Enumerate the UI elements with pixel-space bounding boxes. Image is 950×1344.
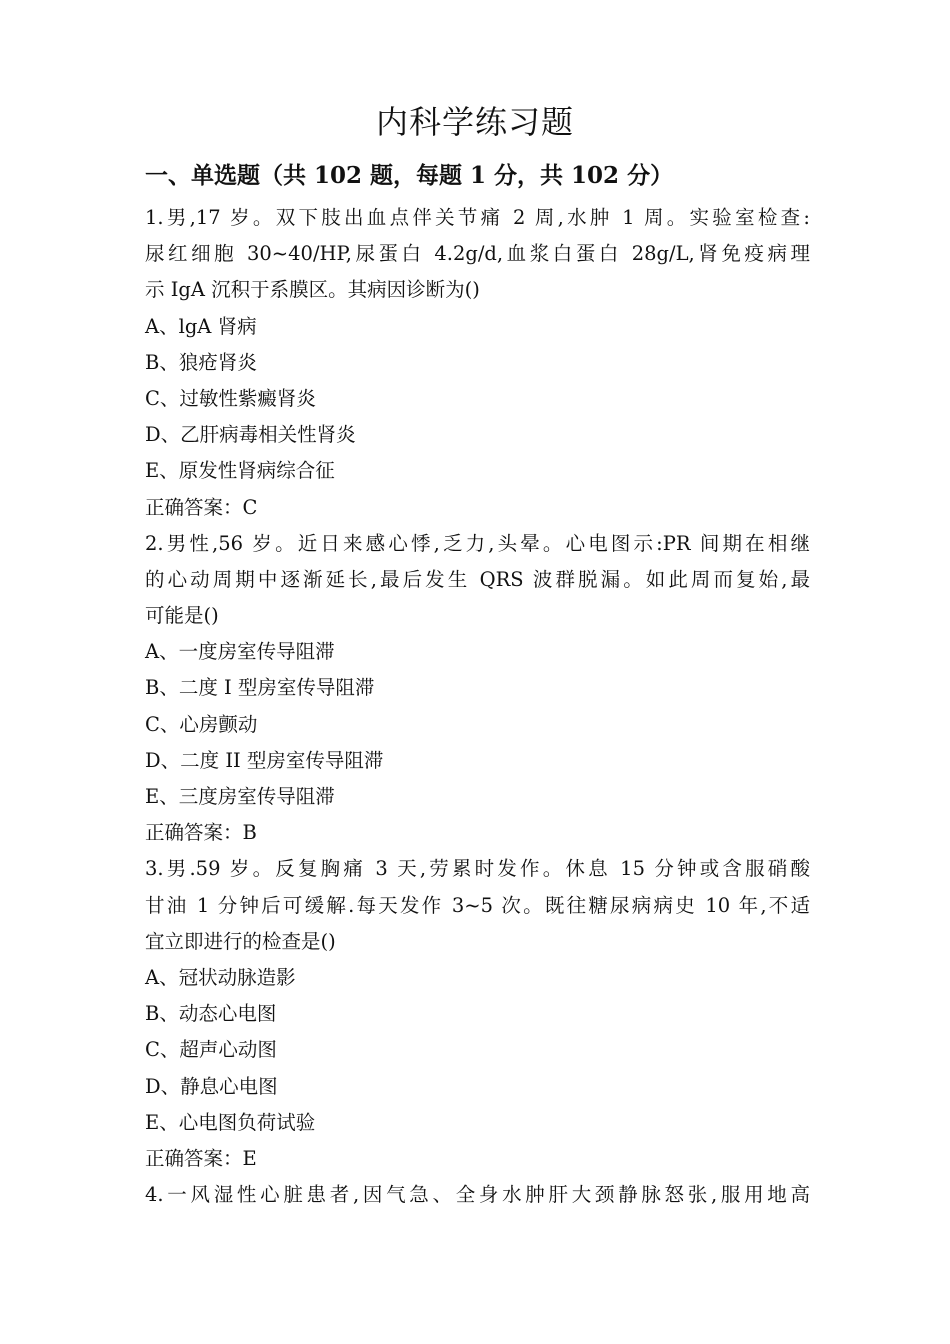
option-a: A、lgA 肾病: [145, 314, 257, 338]
option-b: B、二度 I 型房室传导阻滞: [145, 676, 375, 700]
section-heading: 一、单选题（共 102 题，每题 1 分，共 102 分）: [145, 162, 674, 189]
question-stem-line: 4.一风湿性心脏患者,因气急、全身水肿肝大颈静脉怒张,服用地高: [145, 1183, 810, 1207]
question-3: [145, 851, 810, 1177]
option-d: D、二度 II 型房室传导阻滞: [145, 748, 384, 772]
option-c: C、心房颤动: [145, 712, 258, 736]
option-a: A、一度房室传导阻滞: [145, 640, 335, 664]
question-4: [145, 1177, 810, 1213]
question-list: [145, 200, 810, 1213]
correct-answer: 正确答案：B: [145, 821, 257, 845]
correct-answer: 正确答案：E: [145, 1146, 257, 1170]
question-stem-line: 甘油 1 分钟后可缓解.每天发作 3~5 次。既往糖尿病病史 10 年,不适: [145, 893, 810, 917]
question-stem-line: 3.男.59 岁。反复胸痛 3 天,劳累时发作。休息 15 分钟或含服硝酸: [145, 857, 810, 881]
question-1: [145, 200, 810, 526]
question-stem-line: 2.男性,56 岁。近日来感心悸,乏力,头晕。心电图示:PR 间期在相继: [145, 531, 810, 555]
option-e: E、原发性肾病综合征: [145, 459, 335, 483]
option-a: A、冠状动脉造影: [145, 965, 296, 989]
question-stem-line: 1.男,17 岁。双下肢出血点伴关节痛 2 周,水肿 1 周。实验室检查:: [145, 206, 810, 229]
question-stem-line: 宜立即进行的检查是(): [145, 929, 336, 953]
question-stem-line: 尿红细胞 30~40/HP,尿蛋白 4.2g/d,血浆白蛋白 28g/L,肾免疫病理: [145, 242, 810, 266]
question-2: [145, 526, 810, 852]
question-stem-line: 示 IgA 沉积于系膜区。其病因诊断为(): [145, 278, 480, 302]
document-title: 内科学练习题: [375, 103, 574, 141]
question-stem-line: 可能是(): [145, 604, 219, 628]
option-c: C、超声心动图: [145, 1038, 277, 1062]
option-b: B、动态心电图: [145, 1002, 277, 1026]
option-d: D、乙肝病毒相关性肾炎: [145, 423, 356, 447]
option-d: D、静息心电图: [145, 1074, 278, 1098]
correct-answer: 正确答案：C: [145, 495, 258, 519]
question-stem-line: 的心动周期中逐渐延长,最后发生 QRS 波群脱漏。如此周而复始,最: [145, 567, 810, 591]
option-e: E、心电图负荷试验: [145, 1110, 316, 1134]
option-b: B、狼疮肾炎: [145, 350, 257, 374]
option-e: E、三度房室传导阻滞: [145, 785, 335, 808]
option-c: C、过敏性紫癜肾炎: [145, 386, 316, 410]
